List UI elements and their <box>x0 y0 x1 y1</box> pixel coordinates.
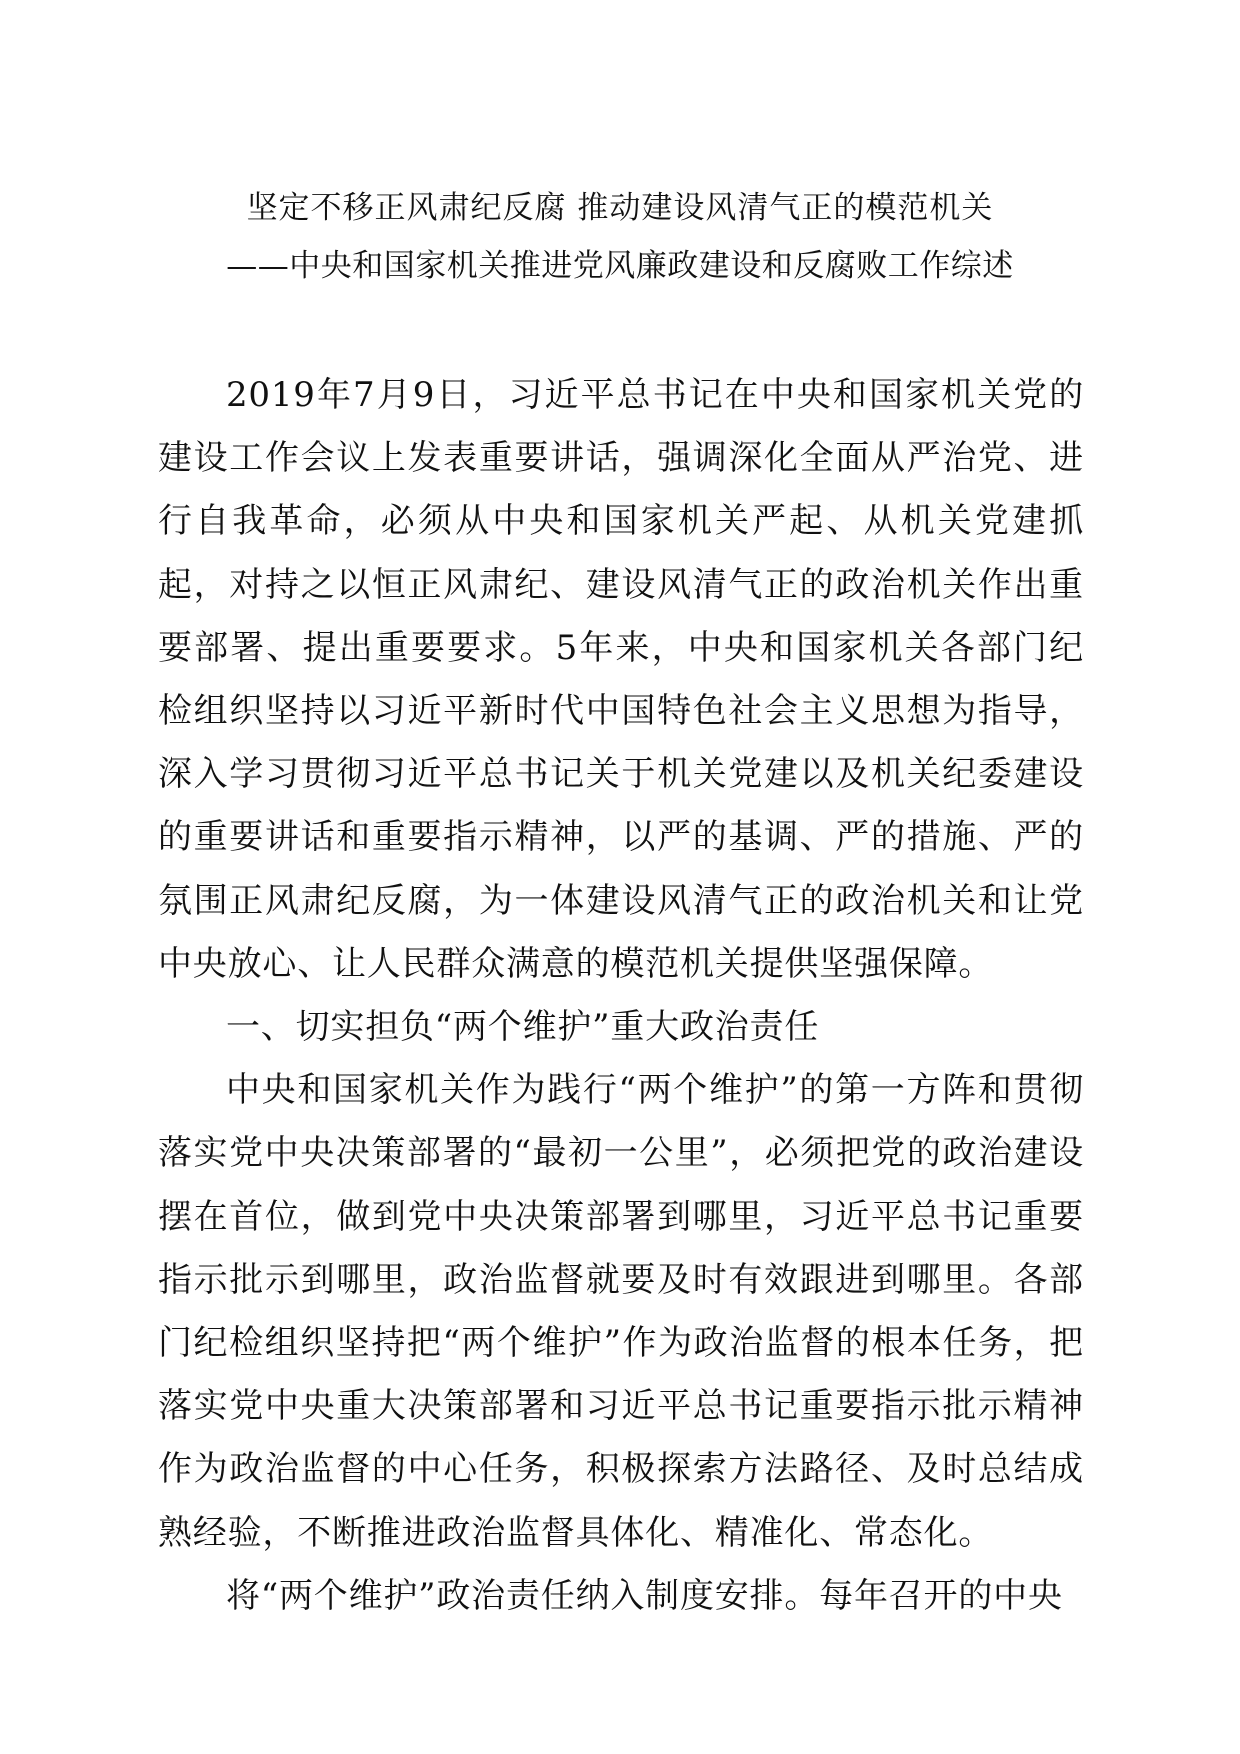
body-paragraph: 2019年7月9日，习近平总书记在中央和国家机关党的建设工作会议上发表重要讲话，强调深化全面从严治党、进行自我革命，必须从中央和国家机关严起、从机关党建抓起，对持之以恒正风肃纪、建设风清气正的政治机关作出重要部署、提出重要要求。5年来，中央和国家机关各部门纪检组织坚持以习近平新时代中国特色社会主义思想为指导，深入学习贯彻习近平总书记关于机关党建以及机关纪委建设的重要讲话和重要指示精神，以严的基调、严的措施、严的氛围正风肃纪反腐，为一体建设风清气正的政治机关和让党中央放心、让人民群众满意的模范机关提供坚强保障。 <box>158 375 1084 984</box>
document-title: 坚定不移正风肃纪反腐 推动建设风清气正的模范机关 <box>246 190 994 226</box>
document-body <box>158 364 1084 1628</box>
document-subtitle: ——中央和国家机关推进党风廉政建设和反腐败工作综述 <box>226 248 1014 284</box>
section-heading: 一、切实担负“两个维护”重大政治责任 <box>226 1007 820 1048</box>
body-paragraph: 将“两个维护”政治责任纳入制度安排。每年召开的中央 <box>226 1575 1063 1616</box>
body-paragraph: 中央和国家机关作为践行“两个维护”的第一方阵和贯彻落实党中央决策部署的“最初一公里”，必须把党的政治建设摆在首位，做到党中央决策部署到哪里，习近平总书记重要指示批示到哪里，政治监督就要及时有效跟进到哪里。各部门纪检组织坚持把“两个维护”作为政治监督的根本任务，把落实党中央重大决策部署和习近平总书记重要指示批示精神作为政治监督的中心任务，积极探索方法路径、及时总结成熟经验，不断推进政治监督具体化、精准化、常态化。 <box>158 1070 1084 1553</box>
